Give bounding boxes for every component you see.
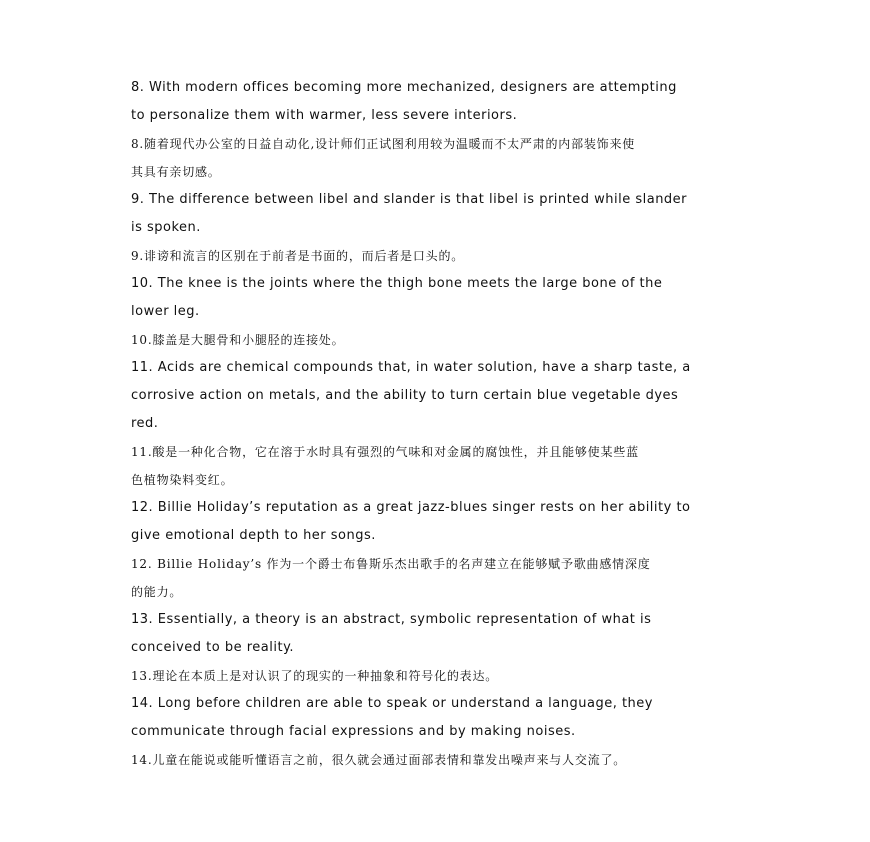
sentence-8-zh-line-2: 其具有亲切感。	[131, 165, 221, 179]
sentence-9-en-line-2: is spoken.	[131, 220, 201, 235]
document-page	[131, 74, 743, 774]
sentence-13-zh-line-1: 13.理论在本质上是对认识了的现实的一种抽象和符号化的表达。	[131, 669, 499, 683]
sentence-11-en-line-1: 11. Acids are chemical compounds that, in water solution, have a sharp taste, a	[131, 360, 691, 375]
sentence-9-zh-line-1: 9.诽谤和流言的区别在于前者是书面的，而后者是口头的。	[131, 249, 465, 263]
sentence-13-en-line-2: conceived to be reality.	[131, 640, 295, 655]
sentence-10-zh-line-1: 10.膝盖是大腿骨和小腿胫的连接处。	[131, 333, 345, 347]
sentence-8-en-line-2: to personalize them with warmer, less severe interiors.	[131, 108, 518, 123]
sentence-12-en-line-2: give emotional depth to her songs.	[131, 528, 376, 543]
sentence-8-en-line-1: 8. With modern offices becoming more mechanized, designers are attempting	[131, 80, 677, 95]
sentence-11-zh-line-2: 色植物染料变红。	[131, 473, 234, 487]
sentence-12-en-line-1: 12. Billie Holiday’s reputation as a great jazz-blues singer rests on her ability to	[131, 500, 691, 515]
sentence-14-zh-line-1: 14.儿童在能说或能听懂语言之前，很久就会通过面部表情和靠发出噪声来与人交流了。	[131, 753, 627, 767]
sentence-8-zh-line-1: 8.随着现代办公室的日益自动化,设计师们正试图利用较为温暖而不太严肃的内部装饰来使	[131, 137, 636, 151]
sentence-13-en-line-1: 13. Essentially, a theory is an abstract, symbolic representation of what is	[131, 612, 652, 627]
sentence-12-zh-line-1: 12. Billie Holiday’s 作为一个爵士布鲁斯乐杰出歌手的名声建立在能够赋予歌曲感情深度	[131, 557, 651, 571]
sentence-10-en-line-2: lower leg.	[131, 304, 200, 319]
sentence-14-en-line-2: communicate through facial expressions and by making noises.	[131, 724, 576, 739]
sentence-14-en-line-1: 14. Long before children are able to speak or understand a language, they	[131, 696, 653, 711]
sentence-11-en-line-2: corrosive action on metals, and the ability to turn certain blue vegetable dyes	[131, 388, 679, 403]
sentence-12-zh-line-2: 的能力。	[131, 585, 183, 599]
sentence-10-en-line-1: 10. The knee is the joints where the thigh bone meets the large bone of the	[131, 276, 663, 291]
sentence-11-en-line-3: red.	[131, 416, 159, 431]
sentence-11-zh-line-1: 11.酸是一种化合物，它在溶于水时具有强烈的气味和对金属的腐蚀性，并且能够使某些蓝	[131, 445, 639, 459]
sentence-9-en-line-1: 9. The difference between libel and slander is that libel is printed while slander	[131, 192, 688, 207]
